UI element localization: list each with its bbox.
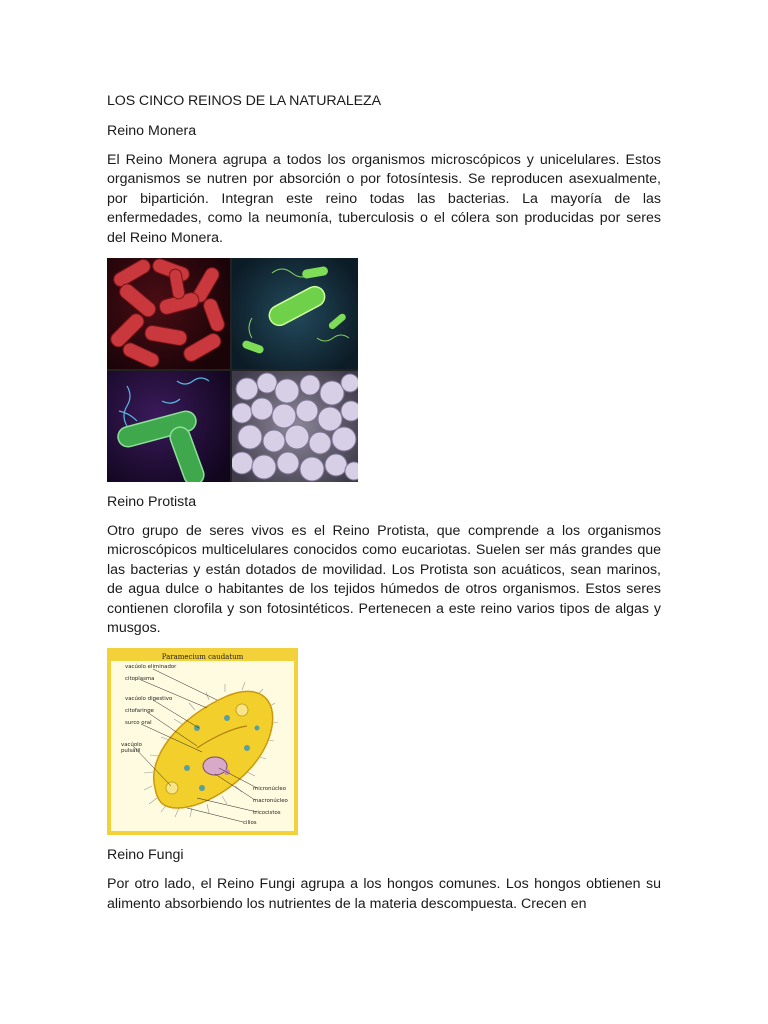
paragraph-reino-monera: El Reino Monera agrupa a todos los organismos microscópicos y unicelulares. Estos organismos se nutren por absorción o por fotosíntesis. Se reproducen asexualmente, por bipartición. Integran este reino todas las bacterias. La mayoría de las enfermedades, como la neumonía, tuberculosis o el cólera son producidas por seres del Reino Monera. [107, 152, 661, 246]
label-citofaringe: citofaringe [125, 708, 154, 715]
bacteria-photo-green-bacillus [232, 258, 358, 369]
paramecium-diagram [107, 648, 298, 835]
document-page [107, 91, 661, 914]
bacteria-photo-cocci-cluster [232, 371, 358, 482]
bacteria-photo-red-rods [107, 258, 230, 369]
heading-reino-protista: Reino Protista [107, 494, 197, 511]
document-title: LOS CINCO REINOS DE LA NATURALEZA [107, 93, 381, 109]
label-surco-oral: surco oral [125, 720, 152, 727]
paramecium-caption: Paramecium caudatum [161, 653, 244, 662]
label-vacuolo-pulsatil: vacúolo pulsátil [121, 742, 142, 755]
label-cilios: cilios [243, 820, 257, 827]
label-vacuolo-digestivo: vacúolo digestivo [125, 696, 173, 703]
label-citoplasma: citoplasma [125, 676, 155, 683]
heading-reino-monera: Reino Monera [107, 123, 197, 139]
bacteria-image-collage [107, 258, 358, 482]
label-vacuolo-eliminador: vacúolo eliminador [125, 664, 177, 671]
heading-reino-fungi: Reino Fungi [107, 847, 184, 864]
paragraph-reino-protista: Otro grupo de seres vivos es el Reino Protista, que comprende a los organismos microscópicos multicelulares conocidos como eucariotas. Suelen ser más grandes que las bacterias y están dotados de movilidad. Los Protista son acuáticos, sean marinos, de agua dulce o habitantes de los tejidos húmedos de otros organismos. Estos seres contienen clorofila y son fotosintéticos. Pertenecen a este reino varios tipos de algas y musgos. [107, 523, 661, 637]
label-micronucleo: micronúcleo [253, 786, 287, 793]
bacteria-photo-flagellated-rod [107, 371, 230, 482]
paragraph-reino-fungi: Por otro lado, el Reino Fungi agrupa a los hongos comunes. Los hongos obtienen su alimento absorbiendo los nutrientes de la materia descompuesta. Crecen en [107, 876, 661, 912]
label-macronucleo: macronúcleo [253, 798, 288, 805]
label-tricocistos: tricocistos [253, 810, 281, 817]
